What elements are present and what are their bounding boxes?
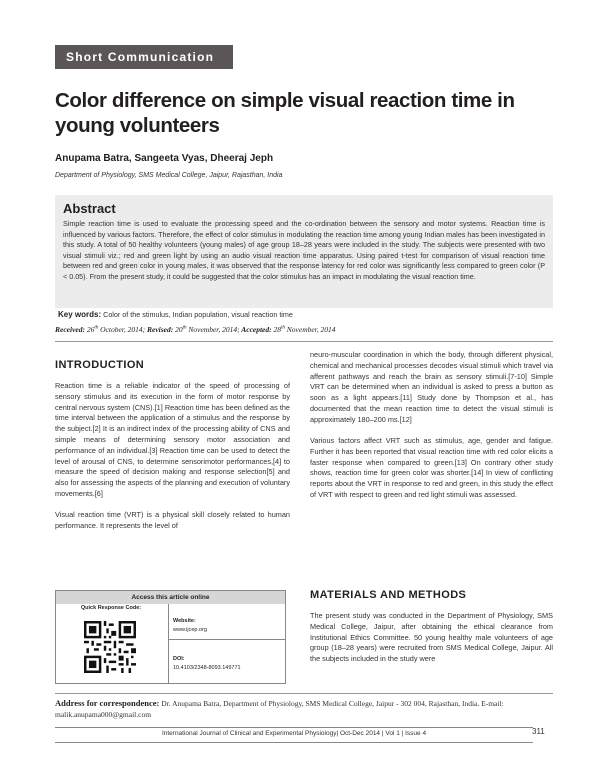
accepted-sup: th bbox=[281, 325, 285, 331]
methods-paragraph: The present study was conducted in the Department of Physiology, SMS Medical College, Jaipur, after obtaining the ethical clearance from Institutional Ethics Committee. 50 young healthy male volunteers of age group (18–28 years) were recruited from SMS Medical College, Jaipur. All the subjects included in the study were bbox=[310, 611, 553, 664]
intro-paragraph-2: Visual reaction time (VRT) is a physical skill closely related to human performance. It represents the level of bbox=[55, 510, 290, 531]
correspondence-text: Dr. Anupama Batra, Department of Physiology, SMS Medical College, Jaipur - 302 004, Rajasthan, India. E-mail: malik.anupama000@gmail.com bbox=[55, 699, 504, 719]
footer-bar bbox=[55, 727, 533, 743]
divider bbox=[55, 341, 553, 342]
article-dates bbox=[55, 325, 336, 334]
abstract-text: Simple reaction time is used to evaluate the processing speed and the co-ordination between the sensory and motor systems. Reaction time is influenced by various factors. Therefore, the effect of color stimulus in modulating the reaction time among young Indian males has been investigated in this study. A total of 50 healthy volunteers (young males) of age group 18–28 years were included in the study. The subjects were presented with two visual stimuli viz.; red and green light by using an audio visual reaction time apparatus. Using paired t-test for comparison of visual reaction time between red and green color in young males, it was observed that the response latency for red color was significantly less compared to green color (P < 0.05). From the present study, it could be suggested that the color stimulus has an impact in modulating the visual reaction time. bbox=[63, 219, 545, 281]
accepted-rest: November, 2014 bbox=[284, 325, 336, 334]
keywords bbox=[58, 310, 293, 319]
revised-rest: November, 2014; bbox=[186, 325, 240, 334]
revised-date: 20 bbox=[173, 325, 183, 334]
right-paragraph-1: neuro-muscular coordination in which the body, through different physical, chemical and mechanical processes decodes visual stimuli which travel via afferent pathways and reach the brain as sensory stimuli.[7-10] Simple VRT can be determined when an individual is asked to press a button as soon as a light appears.[11] Study done by Thompson et al., has documented that the mean reaction time to detect the visual stimuli is approximately 180–200 ms.[12] bbox=[310, 350, 553, 424]
correspondence bbox=[55, 698, 553, 720]
website-label: Website: bbox=[173, 618, 196, 624]
box-divider-horizontal bbox=[168, 639, 286, 640]
access-title: Access this article online bbox=[56, 591, 285, 604]
received-sup: th bbox=[94, 325, 99, 331]
affiliation: Department of Physiology, SMS Medical College, Jaipur, Rajasthan, India bbox=[55, 172, 283, 179]
correspondence-label: Address for correspondence: bbox=[55, 698, 160, 708]
abstract-heading: Abstract bbox=[63, 201, 116, 216]
methods-heading: MATERIALS AND METHODS bbox=[310, 589, 467, 601]
doi-link[interactable]: 10.4103/2348-8093.149771 bbox=[173, 665, 241, 671]
qr-label: Quick Response Code: bbox=[80, 605, 142, 611]
website-link[interactable]: www.ijcep.org bbox=[173, 627, 207, 633]
received-date: 26 bbox=[84, 325, 95, 334]
revised-label: Revised: bbox=[145, 325, 174, 334]
section-tag: Short Communication bbox=[55, 45, 233, 69]
received-rest: October, 2014; bbox=[98, 325, 146, 334]
intro-heading: INTRODUCTION bbox=[55, 359, 145, 371]
received-label: Received: bbox=[55, 325, 85, 334]
page-number: 311 bbox=[532, 727, 545, 736]
right-column bbox=[310, 350, 553, 511]
intro-column bbox=[55, 381, 290, 542]
methods-column bbox=[310, 611, 553, 675]
revised-sup: th bbox=[182, 325, 187, 331]
keywords-label: Key words: bbox=[58, 310, 102, 319]
intro-paragraph-1: Reaction time is a reliable indicator of the speed of processing of sensory stimulus and its execution in the form of motor response by central nervous system (CNS).[1] Reaction time has been defined as the time interval between the application of a stimulus and the response by the subject.[2] It is an indirect index of the processing ability of CNS and simple means of determining sensory motor association and performance of an individual.[3] Reaction time can be used to detect the level of arousal of CNS, to determine sensorimotor performances,[4] to measure the speed of decision making and response selection[5] and also for assessing the aspects of the planning and execution of voluntary movements.[6] bbox=[55, 381, 290, 498]
accepted-date: 28 bbox=[271, 325, 282, 334]
abstract-box bbox=[55, 195, 553, 308]
qr-code-icon[interactable] bbox=[84, 621, 136, 673]
journal-info: International Journal of Clinical and Experimental Physiology| Oct-Dec 2014 | Vol 1 | Issue 4 bbox=[161, 730, 427, 737]
accepted-label: Accepted: bbox=[239, 325, 272, 334]
box-divider-vertical bbox=[168, 604, 169, 684]
doi-label: DOI: bbox=[173, 656, 185, 662]
keywords-text: Color of the stimulus, Indian population, visual reaction time bbox=[101, 310, 293, 319]
divider-bottom bbox=[55, 693, 553, 694]
access-online-box bbox=[55, 590, 286, 684]
article-title: Color difference on simple visual reaction time in young volunteers bbox=[55, 89, 515, 137]
right-paragraph-2: Various factors affect VRT such as stimulus, age, gender and fatigue. Further it has been reported that visual reaction time with red color elicits a faster response when compared to green.[13] On contrary other study shows, reaction time for green color was shorter.[14] In view of conflicting reports about the VRT in response to red and green, in this study the effect of VRT with respect to green and red light stimuli was assessed. bbox=[310, 436, 553, 500]
authors: Anupama Batra, Sangeeta Vyas, Dheeraj Jeph bbox=[55, 153, 274, 164]
